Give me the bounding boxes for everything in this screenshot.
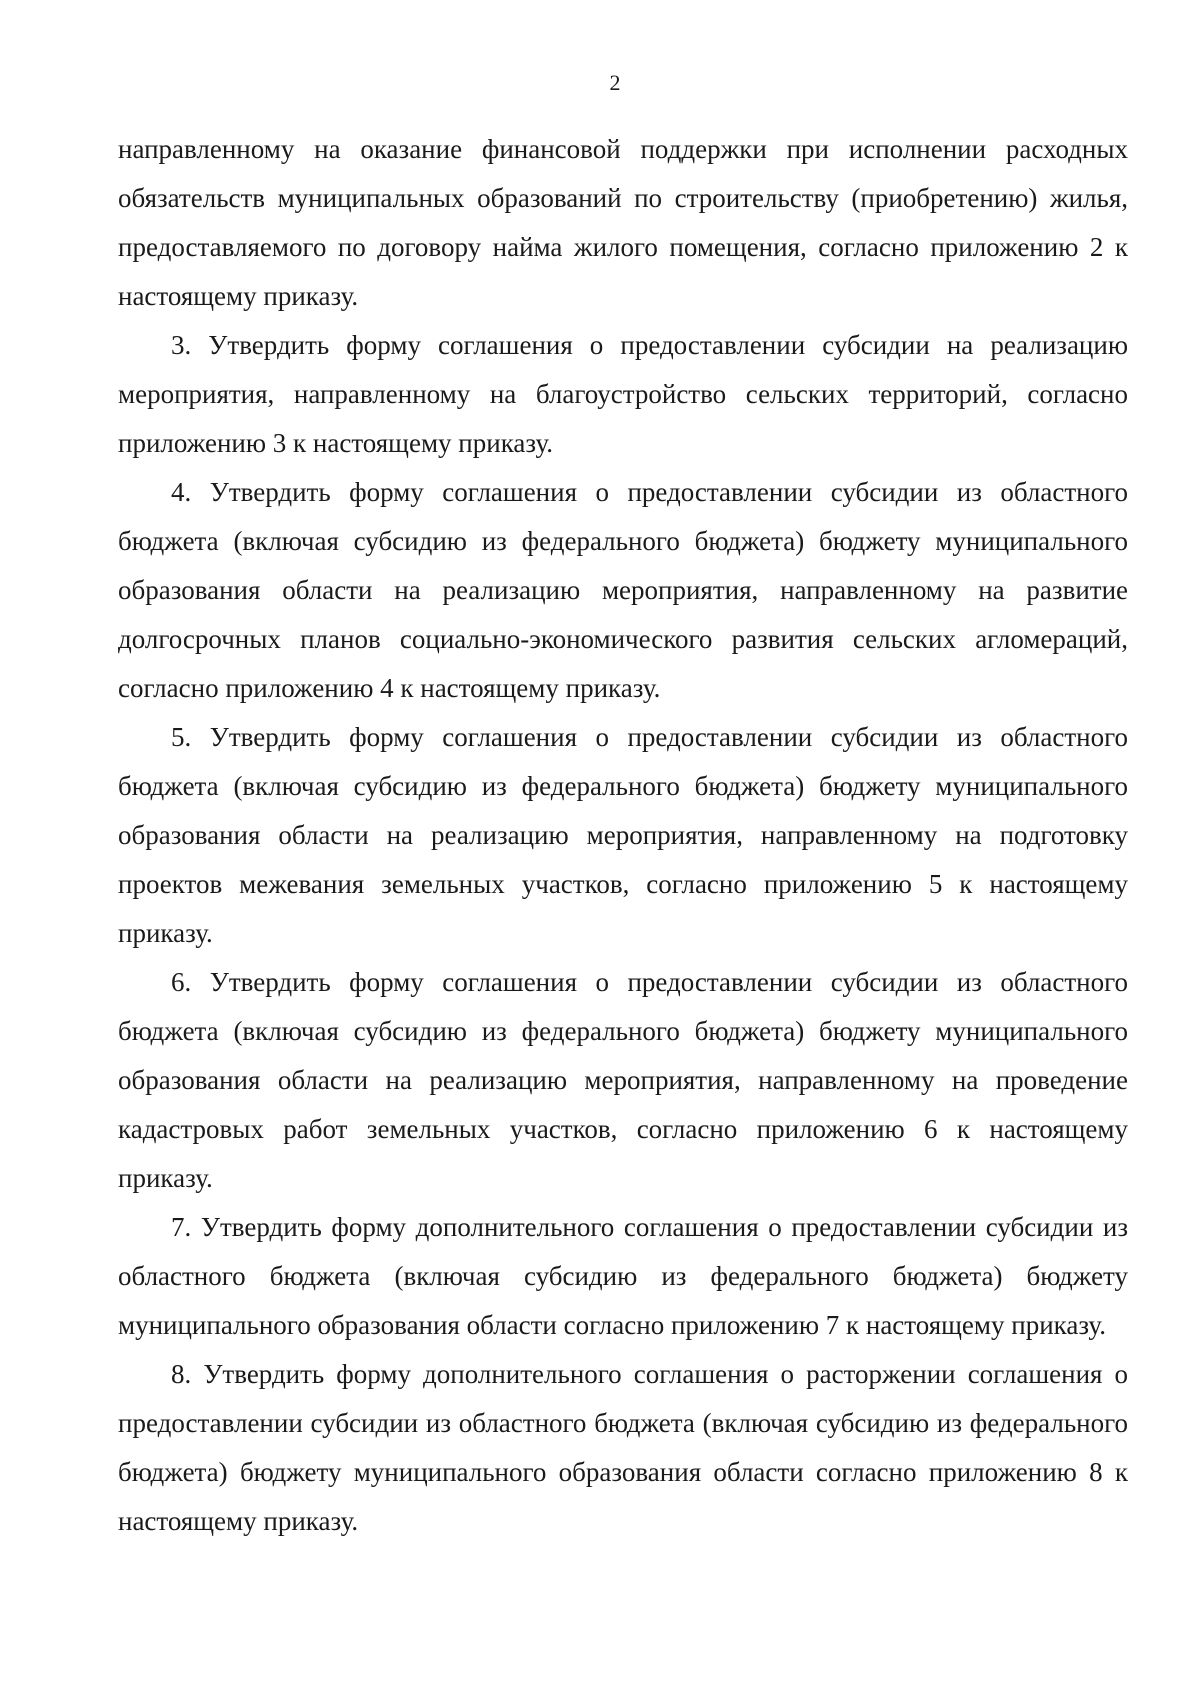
page-number: 2: [609, 70, 621, 95]
paragraph-item-8: 8. Утвердить форму дополнительного соглашения о расторжении соглашения о предоставлении субсидии из областного бюджета (включая субсидию из федерального бюджета) бюджету муниципального образования области согласно приложению 8 к настоящему приказу.: [118, 1359, 1128, 1536]
paragraph-item-7: 7. Утвердить форму дополнительного соглашения о предоставлении субсидии из областного бюджета (включая субсидию из федерального бюджета) бюджету муниципального образования области согласно приложению 7 к настоящему приказу.: [118, 1212, 1128, 1340]
paragraph-item-5: 5. Утвердить форму соглашения о предоставлении субсидии из областного бюджета (включая субсидию из федерального бюджета) бюджету муниципального образования области на реализацию мероприятия, направленному на подготовку проектов межевания земельных участков, согласно приложению 5 к настоящему приказу.: [118, 722, 1128, 948]
document-body: [118, 125, 1128, 1546]
paragraph-item-3: 3. Утвердить форму соглашения о предоставлении субсидии на реализацию мероприятия, направленному на благоустройство сельских территорий, согласно приложению 3 к настоящему приказу.: [118, 330, 1128, 458]
paragraph-continuation: направленному на оказание финансовой поддержки при исполнении расходных обязательств муниципальных образований по строительству (приобретению) жилья, предоставляемого по договору найма жилого помещения, согласно приложению 2 к настоящему приказу.: [118, 134, 1128, 311]
paragraph-item-6: 6. Утвердить форму соглашения о предоставлении субсидии из областного бюджета (включая субсидию из федерального бюджета) бюджету муниципального образования области на реализацию мероприятия, направленному на проведение кадастровых работ земельных участков, согласно приложению 6 к настоящему приказу.: [118, 967, 1128, 1193]
paragraph-item-4: 4. Утвердить форму соглашения о предоставлении субсидии из областного бюджета (включая субсидию из федерального бюджета) бюджету муниципального образования области на реализацию мероприятия, направленному на развитие долгосрочных планов социально-экономического развития сельских агломераций, согласно приложению 4 к настоящему приказу.: [118, 477, 1128, 703]
